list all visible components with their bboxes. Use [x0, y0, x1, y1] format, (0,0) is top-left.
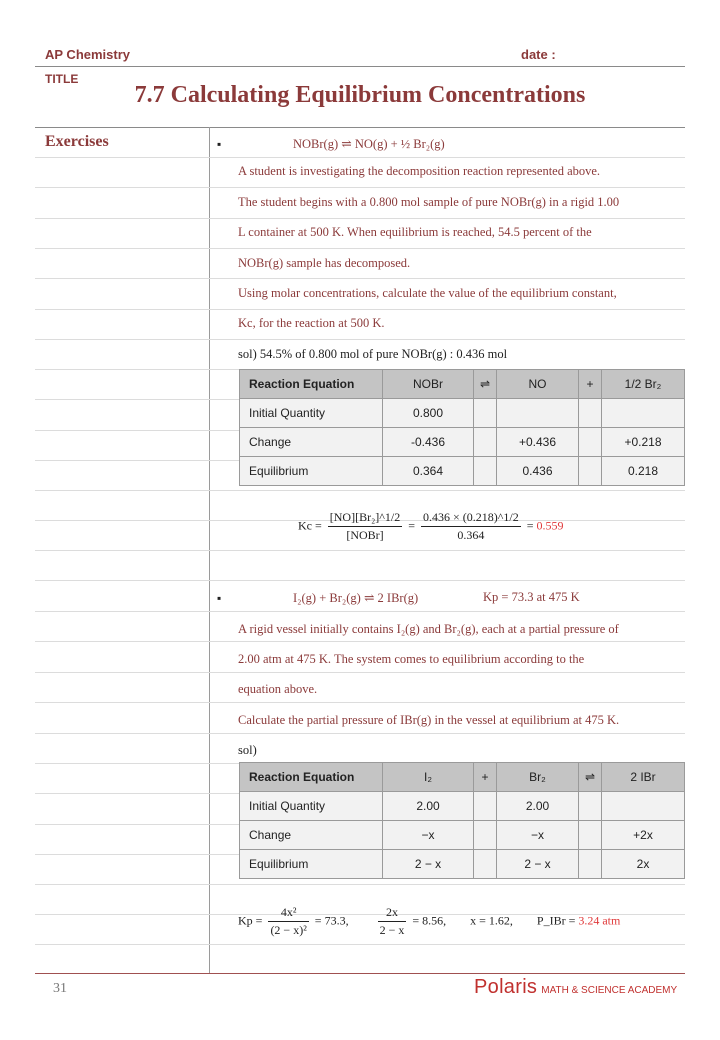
solution-line: sol) 54.5% of 0.800 mol of pure NOBr(g) : 0.436 mol: [238, 347, 508, 361]
kp-value: Kp = 73.3 at 475 K: [483, 590, 580, 604]
note-line: [35, 248, 685, 249]
table-cell: [579, 399, 602, 428]
table-cell: [579, 428, 602, 457]
ratio-numerator: 2x: [378, 905, 407, 922]
reaction-equation: I₂(g) + Br₂(g) ⇌ 2 IBr(g): [293, 591, 419, 605]
table-cell: [602, 792, 685, 821]
note-line: [35, 944, 685, 945]
table-row: [240, 457, 685, 486]
problem-text-line: Calculate the partial pressure of IBr(g) in the vessel at equilibrium at 475 K.: [238, 713, 620, 727]
note-line: [35, 733, 685, 734]
table-cell: 0.800: [383, 399, 474, 428]
table-header-cell: Br₂: [497, 763, 579, 792]
table-header-cell: 1/2 Br₂: [602, 370, 685, 399]
kp-lhs: Kp =: [238, 913, 263, 928]
problem-text-line: A rigid vessel initially contains I₂(g) and Br₂(g), each at a partial pressure of: [238, 622, 619, 636]
table-cell: 0.218: [602, 457, 685, 486]
table-row: [240, 850, 685, 879]
table-cell: Equilibrium: [240, 457, 383, 486]
note-line: [35, 339, 685, 340]
table-cell: [579, 792, 602, 821]
equals-sign: =: [526, 518, 534, 533]
kp-fraction: [268, 905, 308, 938]
bullet-marker: ▪: [217, 591, 222, 605]
ratio-equals: = 8.56,: [412, 913, 447, 928]
table-cell: [474, 792, 497, 821]
kc-denominator: [NOBr]: [346, 528, 384, 542]
problem-text-line: 2.00 atm at 475 K. The system comes to equilibrium according to the: [238, 652, 585, 666]
table-header-cell: Reaction Equation: [240, 370, 383, 399]
problem-text-line: The student begins with a 0.800 mol sample of pure NOBr(g) in a rigid 1.00: [238, 195, 620, 209]
page-title: 7.7 Calculating Equilibrium Concentrations: [134, 82, 586, 108]
kc-calculation: [298, 510, 564, 543]
table-cell: [602, 399, 685, 428]
kc-fraction: [328, 510, 402, 543]
table-header-cell: NO: [497, 370, 579, 399]
table-cell: 2.00: [383, 792, 474, 821]
header-rule: [35, 66, 685, 67]
table-cell: [579, 457, 602, 486]
course-name: AP Chemistry: [45, 47, 131, 62]
pibr-result: 3.24 atm: [578, 913, 621, 928]
footer-rule: [35, 973, 685, 974]
table-header-cell: Reaction Equation: [240, 763, 383, 792]
kc-value-numerator: 0.436 × (0.218)^1/2: [421, 510, 521, 527]
problem-text-line: Using molar concentrations, calculate the value of the equilibrium constant,: [238, 286, 617, 300]
brand-logo: [474, 976, 677, 999]
problem-text-line: Kc, for the reaction at 500 K.: [238, 316, 385, 330]
table-cell: 2.00: [497, 792, 579, 821]
table-cell: [474, 399, 497, 428]
table-row: [240, 821, 685, 850]
table-cell: −x: [497, 821, 579, 850]
table-cell: [474, 850, 497, 879]
brand-name: Polaris: [474, 976, 538, 998]
note-line: [35, 187, 685, 188]
table-cell: 0.364: [383, 457, 474, 486]
table-row: [240, 399, 685, 428]
bullet-marker: ▪: [217, 137, 222, 151]
page-number: 31: [53, 981, 67, 996]
date-label: date :: [521, 47, 556, 62]
kp-calculation: [238, 905, 620, 938]
kp-numerator: 4x²: [268, 905, 308, 922]
table-header-cell: +: [579, 370, 602, 399]
table-cell: 2 − x: [497, 850, 579, 879]
note-line: [35, 490, 685, 491]
table-cell: +0.436: [497, 428, 579, 457]
kc-result: 0.559: [536, 518, 564, 533]
table-cell: 2x: [602, 850, 685, 879]
note-line: [35, 672, 685, 673]
reaction-equation: NOBr(g) ⇌ NO(g) + ½ Br₂(g): [293, 137, 445, 151]
note-line: [35, 611, 685, 612]
table-cell: [497, 399, 579, 428]
table-header-cell: I₂: [383, 763, 474, 792]
table-cell: [474, 428, 497, 457]
equals-sign: =: [408, 518, 416, 533]
table-cell: Initial Quantity: [240, 792, 383, 821]
note-line: [35, 641, 685, 642]
table-cell: Change: [240, 821, 383, 850]
note-line: [35, 218, 685, 219]
table-row: [240, 428, 685, 457]
note-line: [35, 550, 685, 551]
note-line: [35, 702, 685, 703]
table-cell: -0.436: [383, 428, 474, 457]
table-header-cell: 2 IBr: [602, 763, 685, 792]
table-cell: [579, 850, 602, 879]
problem-text-line: L container at 500 K. When equilibrium is reached, 54.5 percent of the: [238, 225, 592, 239]
section-label: Exercises: [45, 133, 109, 150]
table-cell: [474, 821, 497, 850]
kp-equals: = 73.3,: [314, 913, 349, 928]
table-cell: +0.218: [602, 428, 685, 457]
table-cell: 2 − x: [383, 850, 474, 879]
table-header-cell: ⇌: [579, 763, 602, 792]
note-line: [35, 278, 685, 279]
table-cell: 0.436: [497, 457, 579, 486]
table-cell: [579, 821, 602, 850]
problem-text-line: equation above.: [238, 682, 318, 696]
x-solution: x = 1.62,: [470, 913, 513, 928]
table-header-cell: ⇌: [474, 370, 497, 399]
kc-value-denominator: 0.364: [457, 528, 485, 542]
note-line: [35, 309, 685, 310]
table-cell: −x: [383, 821, 474, 850]
ice-table: [239, 369, 685, 486]
table-cell: Equilibrium: [240, 850, 383, 879]
table-cell: [474, 457, 497, 486]
kc-numerator: [NO][Br₂]^1/2: [328, 510, 402, 527]
problem-text-line: NOBr(g) sample has decomposed.: [238, 256, 411, 270]
kc-lhs: Kc =: [298, 518, 322, 533]
problem-text-line: A student is investigating the decomposition reaction represented above.: [238, 164, 601, 178]
ratio-denominator: 2 − x: [379, 923, 405, 937]
title-label: TITLE: [45, 72, 79, 86]
table-header-row: [240, 763, 685, 792]
table-row: [240, 792, 685, 821]
brand-tagline: MATH & SCIENCE ACADEMY: [541, 985, 678, 996]
note-line: [35, 884, 685, 885]
kc-value-fraction: [421, 510, 521, 543]
solution-line: sol): [238, 743, 257, 757]
table-header-row: [240, 370, 685, 399]
ratio-fraction: [378, 905, 407, 938]
note-line: [35, 157, 685, 158]
table-header-cell: +: [474, 763, 497, 792]
kp-denominator: (2 − x)²: [270, 923, 307, 937]
table-cell: Initial Quantity: [240, 399, 383, 428]
pibr-label: P_IBr =: [536, 913, 576, 928]
table-cell: Change: [240, 428, 383, 457]
table-header-cell: NOBr: [383, 370, 474, 399]
ice-table: [239, 762, 685, 879]
grid-top-rule: [35, 127, 685, 128]
table-cell: +2x: [602, 821, 685, 850]
note-line: [35, 580, 685, 581]
